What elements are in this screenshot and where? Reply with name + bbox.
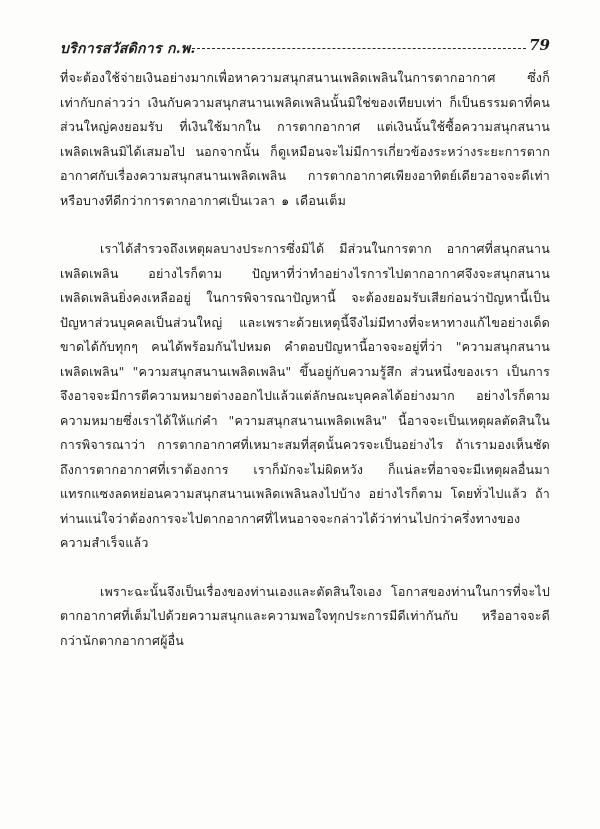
page-header [60, 38, 550, 60]
header-dashed-rule [192, 48, 526, 49]
running-header-title: บริการสวัสดิการ ก.พ. [60, 41, 196, 57]
body-text [60, 66, 550, 677]
paragraph-2: เราได้สำรวจถึงเหตุผลบางประการซึ่งมิได้ มีส่วนในการตาก อากาศที่สนุกสนานเพลิดเพลิน อย่างไรก็ตาม ปัญหาที่ว่าทำอย่างไรการไปตากอากาศจึงจะสนุกสนานเพลิดเพลินยิ่งคงเหลืออยู่ ในการพิจารณาปัญหานี้ จะต้องยอมรับเสียก่อนว่าปัญหานี้เป็นปัญหาส่วนบุคคลเป็นส่วนใหญ่ และเพราะด้วยเหตุนี้จึงไม่มีทางที่จะหาทางแก้ไขอย่างเด็ดขาดได้กับทุกๆ คนได้พร้อมกันไปหมด คำตอบปัญหานี้อาจจะอยู่ที่ว่า "ความสนุกสนานเพลิดเพลิน" "ความสนุกสนานเพลิดเพลิน" ขึ้นอยู่กับความรู้สึก ส่วนหนึ่งของเรา เป็นการจึงอาจจะมีการตีความหมายต่างออกไปแล้วแต่ลักษณะบุคคลได้อย่างมาก อย่างไรก็ตาม ความหมายซึ่งเราได้ให้แก่คำ "ความสนุกสนานเพลิดเพลิน" นี้อาจจะเป็นเหตุผลตัดสินในการพิจารณาว่า การตากอากาศที่เหมาะสมที่สุดนั้นควรจะเป็นอย่างไร ถ้าเรามองเห็นชัดถึงการตากอากาศที่เราต้องการ เราก็มักจะไม่ผิดหวัง ก็แน่ละที่อาจจะมีเหตุผลอื่นมาแทรกแซงลดหย่อนความสนุกสนานเพลิดเพลินลงไปบ้าง อย่างไรก็ตาม โดยทั่วไปแล้ว ถ้าท่านแน่ใจว่าต้องการจะไปตากอากาศที่ไหนอาจจะกล่าวได้ว่าท่านไปกว่าครึ่งทางของความสำเร็จแล้ว [60, 241, 550, 550]
paragraph-3: เพราะฉะนั้นจึงเป็นเรื่องของท่านเองและตัดสินใจเอง โอกาสของท่านในการที่จะไปตากอากาศที่เต็มไปด้วยความสนุกและความพอใจทุกประการมีดีเท่ากันกับ หรืออาจจะดีกว่านักตากอากาศผู้อื่น [60, 583, 550, 648]
paragraph-1: ที่จะต้องใช้จ่ายเงินอย่างมากเพื่อหาความสนุกสนานเพลิดเพลินในการตากอากาศ ซึ่งก็เท่ากับกล่าวว่า เงินกับความสนุกสนานเพลิดเพลินนั้นมิใช่ของเทียบเท่า ก็เป็นธรรมดาที่คนส่วนใหญ่คงยอมรับ ที่เงินใช้มากใน การตากอากาศ แต่เงินนั้นใช้ซื้อความสนุกสนานเพลิดเพลินมิได้เสมอไป นอกจากนั้น ก็ดูเหมือนจะไม่มีการเกี่ยวข้องระหว่างระยะการตากอากาศกับเรื่องความสนุกสนานเพลิดเพลิน การตากอากาศเพียงอาทิตย์เดียวอาจจะดีเท่า หรือบางทีดีกว่าการตากอากาศเป็นเวลา ๑ เดือนเต็ม [60, 70, 550, 208]
page-number: 79 [529, 36, 550, 54]
